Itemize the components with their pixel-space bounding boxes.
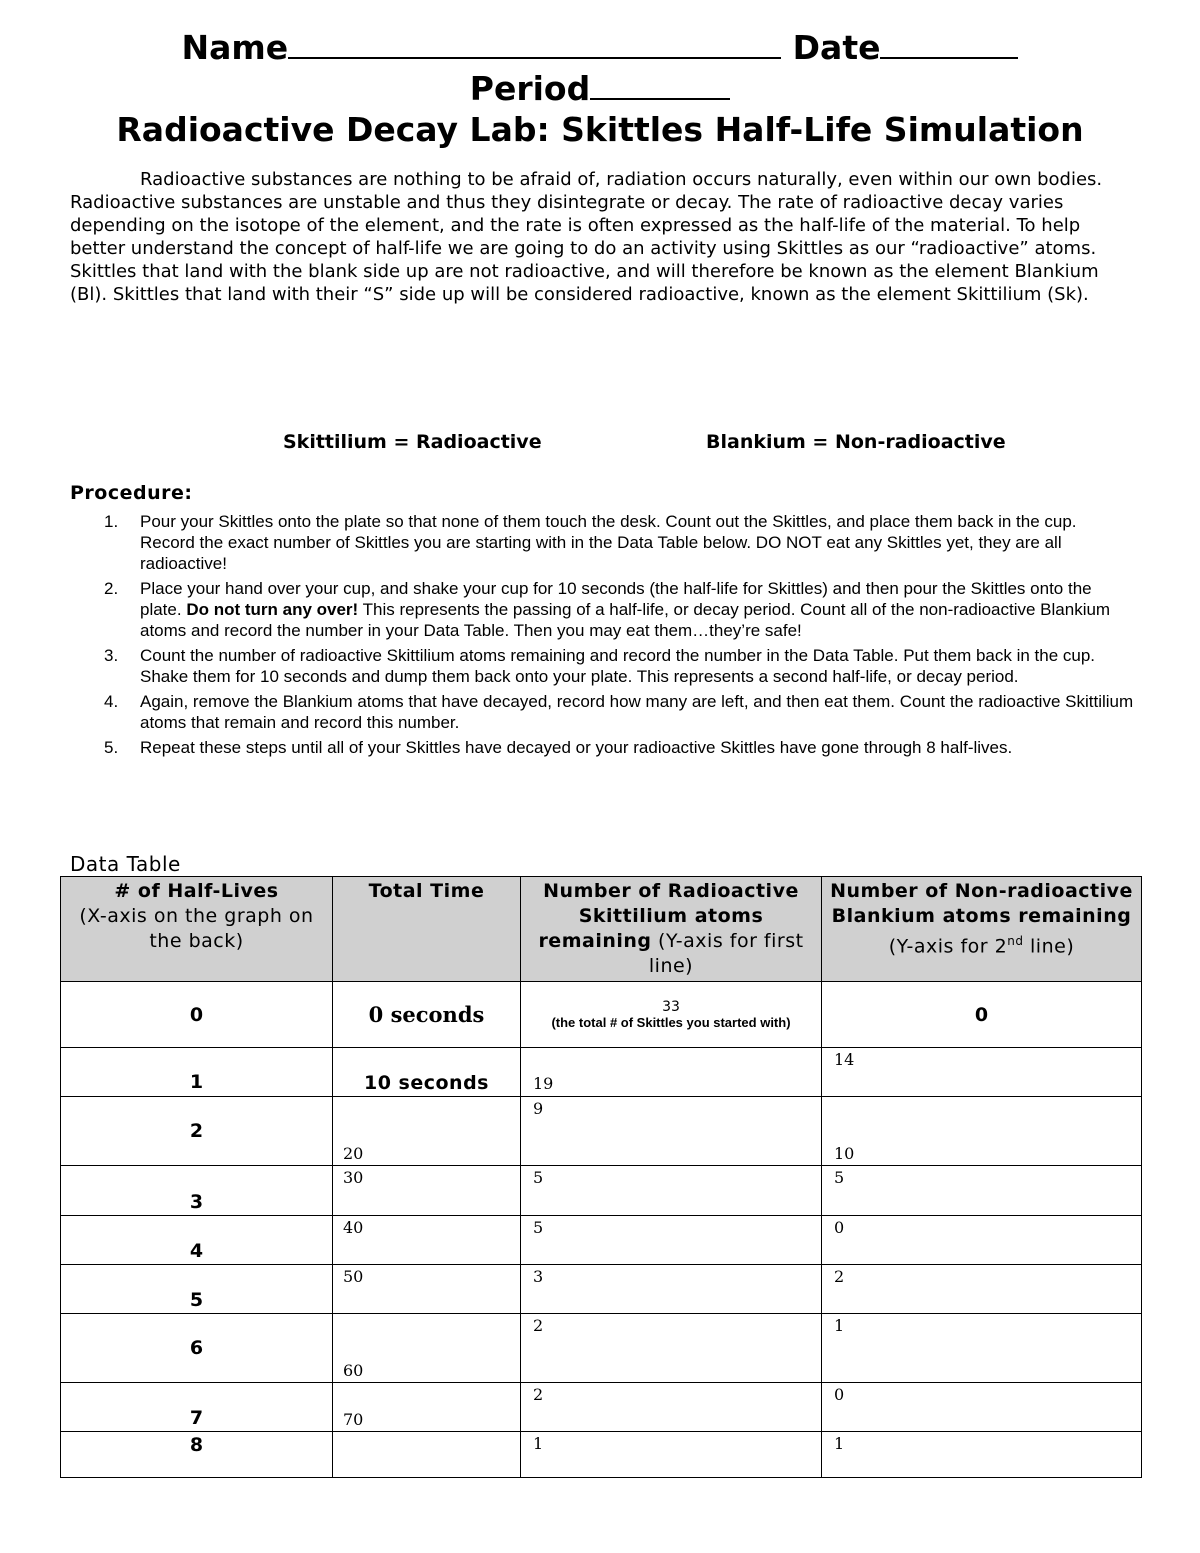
header-radioactive: Number of Radioactive Skittilium atoms remaining (Y-axis for first line) bbox=[521, 877, 822, 982]
table-row bbox=[61, 1383, 1142, 1432]
radioactive-cell[interactable]: 19 bbox=[521, 1048, 822, 1097]
step-number: 1. bbox=[104, 512, 119, 531]
radioactive-start-value: 33 bbox=[662, 998, 680, 1015]
time-cell[interactable]: 20 bbox=[333, 1097, 521, 1166]
radioactive-cell[interactable]: 1 bbox=[521, 1432, 822, 1478]
table-row bbox=[61, 1265, 1142, 1314]
step-text: Count the number of radioactive Skittilium atoms remaining and record the number in the Data Table. Put them back in the cup. Shake them for 10 seconds and dump them back onto your plate. This represents a second half-life, or decay period. bbox=[140, 646, 1096, 686]
non-radioactive-cell[interactable]: 5 bbox=[822, 1166, 1142, 1216]
procedure-steps bbox=[104, 511, 1134, 762]
step-text: Pour your Skittles onto the plate so that none of them touch the desk. Count out the Skittles, and place them back in the cup. Record the exact number of Skittles you are starting with in the Data Table below. DO NOT eat any Skittles yet, they are all radioactive! bbox=[140, 512, 1077, 573]
skittilium-definition: Skittilium = Radioactive bbox=[283, 431, 542, 453]
period-line bbox=[0, 68, 1200, 109]
period-blank[interactable] bbox=[590, 68, 730, 100]
time-cell: 0 seconds bbox=[333, 982, 521, 1048]
table-row bbox=[61, 1048, 1142, 1097]
date-label: Date bbox=[792, 28, 881, 67]
procedure-heading: Procedure: bbox=[70, 482, 193, 504]
half-lives-cell: 0 bbox=[61, 982, 333, 1048]
radioactive-cell bbox=[521, 982, 822, 1048]
table-row bbox=[61, 1166, 1142, 1216]
intro-text: Radioactive substances are nothing to be afraid of, radiation occurs naturally, even within our own bodies. Radioactive substances are unstable and thus they disintegrate or decay. The rate of radioactive decay varies depending on the isotope of the element, and the rate is often expressed as the half-life of the material. To help better understand the concept of half-life we are going to do an activity using Skittles as our “radioactive” atoms. Skittles that land with the blank side up are not radioactive, and will therefore be known as the element Blankium (Bl). Skittles that land with their “S” side up will be considered radioactive, known as the element Skittilium (Sk). bbox=[70, 169, 1103, 305]
data-table bbox=[60, 876, 1142, 1478]
half-lives-cell: 8 bbox=[61, 1432, 333, 1478]
radioactive-cell[interactable]: 9 bbox=[521, 1097, 822, 1166]
step-text: Again, remove the Blankium atoms that have decayed, record how many are left, and then eat them. Count the radioactive Skittilium atoms that remain and record this number. bbox=[140, 692, 1134, 732]
radioactive-cell[interactable]: 5 bbox=[521, 1166, 822, 1216]
procedure-step bbox=[104, 578, 1134, 641]
non-radioactive-cell[interactable]: 0 bbox=[822, 1216, 1142, 1265]
non-radioactive-cell[interactable]: 14 bbox=[822, 1048, 1142, 1097]
period-label: Period bbox=[469, 69, 591, 108]
half-lives-cell: 2 bbox=[61, 1097, 333, 1166]
radioactive-start-note: (the total # of Skittles you started with) bbox=[551, 1014, 791, 1030]
radioactive-cell[interactable]: 3 bbox=[521, 1265, 822, 1314]
page-title: Radioactive Decay Lab: Skittles Half-Life Simulation bbox=[116, 110, 1084, 149]
name-date-line bbox=[0, 27, 1200, 68]
header-non-radioactive: Number of Non-radioactive Blankium atoms remaining (Y-axis for 2nd line) bbox=[822, 877, 1142, 982]
time-cell[interactable]: 60 bbox=[333, 1314, 521, 1383]
radioactive-cell[interactable]: 2 bbox=[521, 1314, 822, 1383]
half-lives-cell: 5 bbox=[61, 1265, 333, 1314]
non-radioactive-cell[interactable]: 2 bbox=[822, 1265, 1142, 1314]
table-row bbox=[61, 1097, 1142, 1166]
time-cell: 10 seconds bbox=[333, 1048, 521, 1097]
step-text-before: Place your hand over your cup, and shake your cup for 10 seconds (the half-life for Skittles) and then pour the Skittles onto the plate. bbox=[140, 579, 1092, 619]
name-label: Name bbox=[181, 28, 289, 67]
step-text: Repeat these steps until all of your Skittles have decayed or your radioactive Skittles have gone through 8 half-lives. bbox=[140, 738, 1013, 757]
procedure-step bbox=[104, 511, 1134, 574]
time-cell[interactable]: 40 bbox=[333, 1216, 521, 1265]
non-radioactive-cell: 0 bbox=[822, 982, 1142, 1048]
intro-paragraph bbox=[70, 168, 1118, 306]
name-blank[interactable] bbox=[288, 27, 781, 59]
table-row bbox=[61, 1314, 1142, 1383]
time-cell[interactable]: 30 bbox=[333, 1166, 521, 1216]
non-radioactive-cell[interactable]: 10 bbox=[822, 1097, 1142, 1166]
time-cell[interactable]: 70 bbox=[333, 1383, 521, 1432]
non-radioactive-cell[interactable]: 1 bbox=[822, 1432, 1142, 1478]
time-cell[interactable] bbox=[333, 1432, 521, 1478]
time-cell[interactable]: 50 bbox=[333, 1265, 521, 1314]
blankium-definition: Blankium = Non-radioactive bbox=[706, 431, 1006, 453]
non-radioactive-cell[interactable]: 0 bbox=[822, 1383, 1142, 1432]
table-row bbox=[61, 1216, 1142, 1265]
step-number: 4. bbox=[104, 692, 119, 711]
half-lives-cell: 1 bbox=[61, 1048, 333, 1097]
step-number: 3. bbox=[104, 646, 119, 665]
half-lives-cell: 4 bbox=[61, 1216, 333, 1265]
procedure-step bbox=[104, 645, 1134, 687]
data-table-title: Data Table bbox=[70, 852, 181, 876]
radioactive-cell[interactable]: 2 bbox=[521, 1383, 822, 1432]
header-total-time: Total Time bbox=[333, 877, 521, 982]
half-lives-cell: 7 bbox=[61, 1383, 333, 1432]
table-row bbox=[61, 982, 1142, 1048]
step-text-after: This represents the passing of a half-life, or decay period. Count all of the non-radioactive Blankium atoms and record the number in your Data Table. Then you may eat them…they’re safe! bbox=[140, 600, 1111, 640]
non-radioactive-cell[interactable]: 1 bbox=[822, 1314, 1142, 1383]
radioactive-cell[interactable]: 5 bbox=[521, 1216, 822, 1265]
header-half-lives: # of Half-Lives (X-axis on the graph on the back) bbox=[61, 877, 333, 982]
half-lives-cell: 6 bbox=[61, 1314, 333, 1383]
half-lives-cell: 3 bbox=[61, 1166, 333, 1216]
date-blank[interactable] bbox=[880, 27, 1018, 59]
step-warning: Do not turn any over! bbox=[186, 600, 359, 619]
step-number: 2. bbox=[104, 579, 119, 598]
procedure-step bbox=[104, 691, 1134, 733]
step-number: 5. bbox=[104, 738, 119, 757]
table-header-row bbox=[61, 877, 1142, 982]
table-row bbox=[61, 1432, 1142, 1478]
procedure-step bbox=[104, 737, 1134, 758]
